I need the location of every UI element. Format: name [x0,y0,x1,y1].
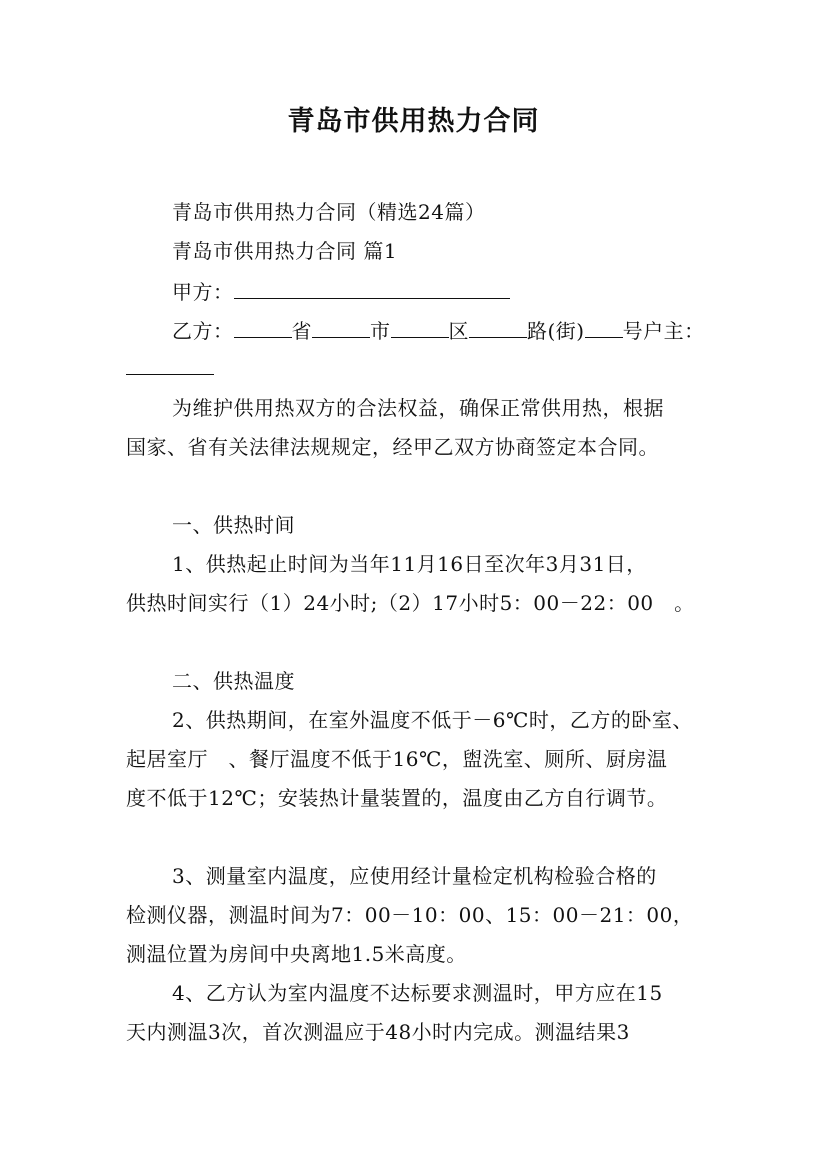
province-blank [234,315,292,338]
city-label: 市 [370,319,391,343]
section-heading: 一、供热时间 [172,513,295,537]
intro-line: 青岛市供用热力合同（精选24篇） [172,200,486,224]
owner-blank [126,352,214,375]
district-label: 区 [448,319,469,343]
road-label: 路(街) [527,319,585,343]
party-b-line [172,315,705,346]
preamble-line: 国家、省有关法律法规规定，经甲乙双方协商签定本合同。 [126,435,659,459]
paragraph-line: 2、供热期间，在室外温度不低于－6℃时，乙方的卧室、 [172,708,693,732]
paragraph-line: 1、供热起止时间为当年11月16日至次年3月31日， [172,552,647,576]
city-blank [312,315,370,338]
paragraph-line: 度不低于12℃；安装热计量装置的，温度由乙方自行调节。 [126,786,668,810]
owner-line [126,352,214,383]
house-blank [585,315,623,338]
section-heading: 二、供热温度 [172,669,295,693]
paragraph-line: 4、乙方认为室内温度不达标要求测温时，甲方应在15 [172,981,663,1005]
document-title: 青岛市供用热力合同 [287,106,540,137]
party-b-label: 乙方： [172,319,234,343]
paragraph-line: 测温位置为房间中央离地1.5米高度。 [126,942,467,966]
paragraph-line: 起居室厅 、餐厅温度不低于16℃，盥洗室、厕所、厨房温 [126,747,668,771]
party-a-line [172,276,510,307]
district-blank [391,315,449,338]
paragraph-line: 天内测温3次，首次测温应于48小时内完成。测温结果3 [126,1020,630,1044]
road-blank [469,315,527,338]
party-a-blank [234,276,510,299]
house-owner-label: 号户主： [622,319,705,343]
paragraph-line: 3、测量室内温度，应使用经计量检定机构检验合格的 [172,864,657,888]
part-heading: 青岛市供用热力合同 篇1 [172,239,398,263]
paragraph-line: 供热时间实行（1）24小时;（2）17小时5：00－22：00 。 [126,591,695,615]
party-a-label: 甲方： [172,280,234,304]
preamble-line: 为维护供用热双方的合法权益，确保正常供用热，根据 [172,396,664,420]
province-label: 省 [291,319,312,343]
paragraph-line: 检测仪器，测温时间为7：00－10：00、15：00－21：00， [126,903,694,927]
